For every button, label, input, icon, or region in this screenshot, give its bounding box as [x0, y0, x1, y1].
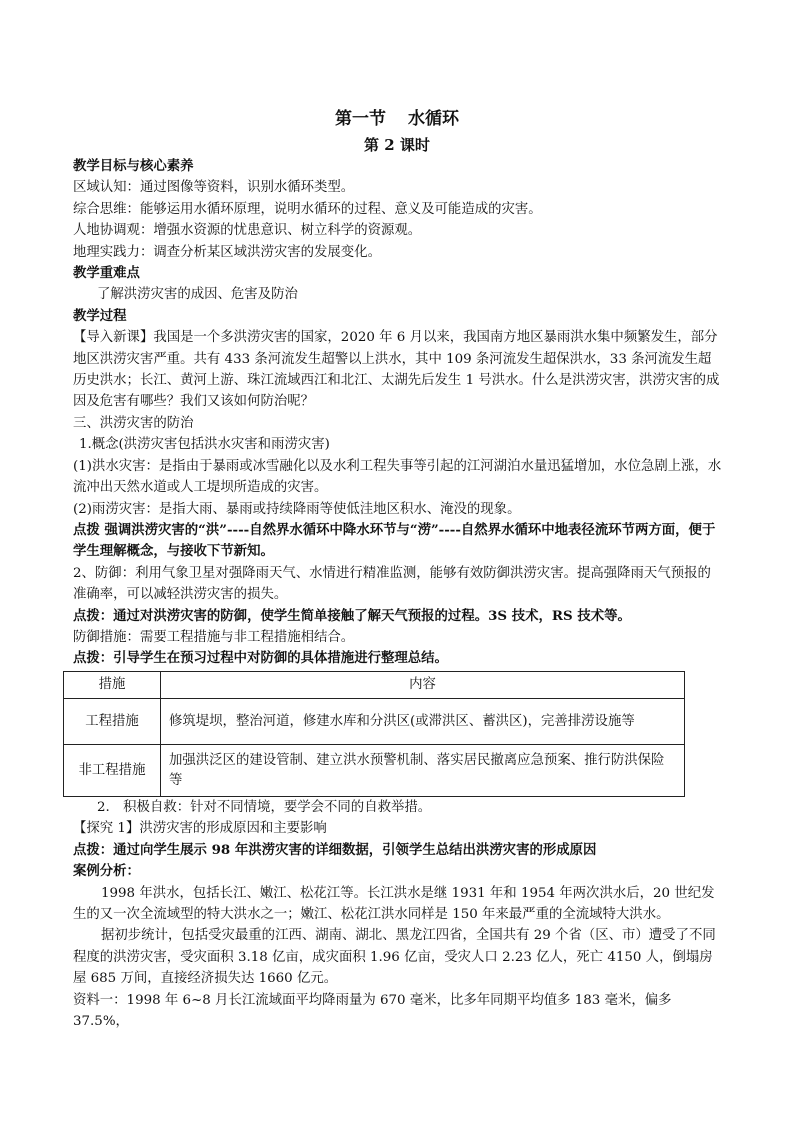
paragraph: 【导入新课】我国是一个多洪涝灾害的国家，2020 年 6 月以来，我国南方地区暴雨洪水集中频繁发生，部分地区洪涝灾害严重。共有 433 条河流发生超警以上洪水，其中 109 条河流发生超保洪水，33 条河流发生超历史洪水；长江、黄河上游、珠江流域西江和北江、太湖先后发生 1 号洪水。什么是洪涝灾害，洪涝灾害的成因及危害有哪些？我们又该如何防治呢？	[73, 330, 720, 410]
paragraph: 点拨 强调洪涝灾害的“洪”----自然界水循环中降水环节与“涝”----自然界水循环中地表径流环节两方面，便于学生理解概念，与接收下节新知。	[73, 521, 716, 560]
table-cell-content: 修筑堤坝，整治河道，修建水库和分洪区(或滞洪区、蓄洪区)，完善排涝设施等	[161, 699, 685, 745]
paragraph: 教学目标与核心素养	[73, 158, 194, 174]
table-row	[64, 699, 685, 745]
table-cell-content: 加强洪泛区的建设管制、建立洪水预警机制、落实居民撤离应急预案、推行防洪保险等	[161, 745, 685, 797]
section-number: 第一节	[335, 109, 386, 129]
body-text-bottom	[73, 797, 723, 1032]
page-title	[0, 104, 794, 129]
paragraph: 教学重难点	[73, 265, 140, 282]
paragraph: (2)雨涝灾害：是指大雨、暴雨或持续降雨等使低洼地区积水、淹没的现象。	[73, 501, 521, 517]
paragraph: 1998 年洪水，包括长江、嫩江、松花江等。长江洪水是继 1931 年和 1954 年两次洪水后，20 世纪发生的又一次全流域型的特大洪水之一；嫩江、松花江洪水同样是 150 年来最严重的全流域特大洪水。	[73, 885, 715, 923]
table-header-row	[64, 672, 685, 699]
paragraph: 【探究 1】洪涝灾害的形成原因和主要影响	[73, 821, 327, 837]
paragraph: 人地协调观：增强水资源的忧患意识、树立科学的资源观。	[73, 223, 422, 239]
paragraph: 资料一：1998 年 6~8 月长江流域面平均降雨量为 670 毫米，比多年同期平均值多 183 毫米，偏多 37.5%，	[73, 992, 672, 1030]
paragraph: 点拨：通过对洪涝灾害的防御，使学生简单接触了解天气预报的过程。3S 技术，RS 技术等。	[73, 607, 631, 624]
paragraph: 点拨：通过向学生展示 98 年洪涝灾害的详细数据，引领学生总结出洪涝灾害的形成原因	[73, 841, 597, 858]
measures-table	[63, 671, 685, 797]
table-header-cell: 措施	[64, 672, 161, 699]
table-cell-measure: 非工程措施	[64, 745, 161, 797]
paragraph: 区域认知：通过图像等资料，识别水循环类型。	[73, 180, 355, 196]
paragraph: 据初步统计，包括受灾最重的江西、湖南、湖北、黑龙江四省，全国共有 29 个省（区、市）遭受了不同程度的洪涝灾害，受灾面积 3.18 亿亩，成灾面积 1.96 亿亩，受灾人口 2.23 亿人，死亡 4150 人，倒塌房屋 685 万间，直接经济损失达 1660 亿元。	[73, 928, 716, 987]
paragraph: 教学过程	[73, 307, 127, 324]
paragraph: 点拨：引导学生在预习过程中对防御的具体措施进行整理总结。	[73, 650, 448, 667]
body-text-top	[73, 156, 723, 670]
section-topic: 水循环	[408, 109, 459, 129]
table-cell-measure: 工程措施	[64, 699, 161, 745]
paragraph: 案例分析：	[73, 863, 140, 880]
paragraph: 地理实践力：调查分析某区域洪涝灾害的发展变化。	[73, 244, 381, 260]
paragraph: 2. 积极自救：针对不同情境，要学会不同的自救举措。	[97, 800, 432, 815]
paragraph: (1)洪水灾害：是指由于暴雨或冰雪融化以及水利工程失事等引起的江河湖泊水量迅猛增加，水位急剧上涨，水流冲出天然水道或人工堤坝所造成的灾害。	[73, 458, 722, 496]
table-header-cell: 内容	[161, 672, 685, 699]
paragraph: 2、防御：利用气象卫星对强降雨天气、水情进行精准监测，能够有效防御洪涝灾害。提高强降雨天气预报的准确率，可以减轻洪涝灾害的损失。	[73, 565, 711, 603]
paragraph: 综合思维：能够运用水循环原理，说明水循环的过程、意义及可能造成的灾害。	[73, 201, 542, 217]
paragraph: 了解洪涝灾害的成因、危害及防治	[97, 287, 298, 303]
paragraph: 1.概念(洪涝灾害包括洪水灾害和雨涝灾害)	[79, 437, 330, 453]
paragraph: 三、洪涝灾害的防治	[73, 415, 194, 431]
paragraph: 防御措施：需要工程措施与非工程措施相结合。	[73, 629, 355, 645]
table-row	[64, 745, 685, 797]
page-subtitle: 第 2 课时	[364, 136, 430, 154]
